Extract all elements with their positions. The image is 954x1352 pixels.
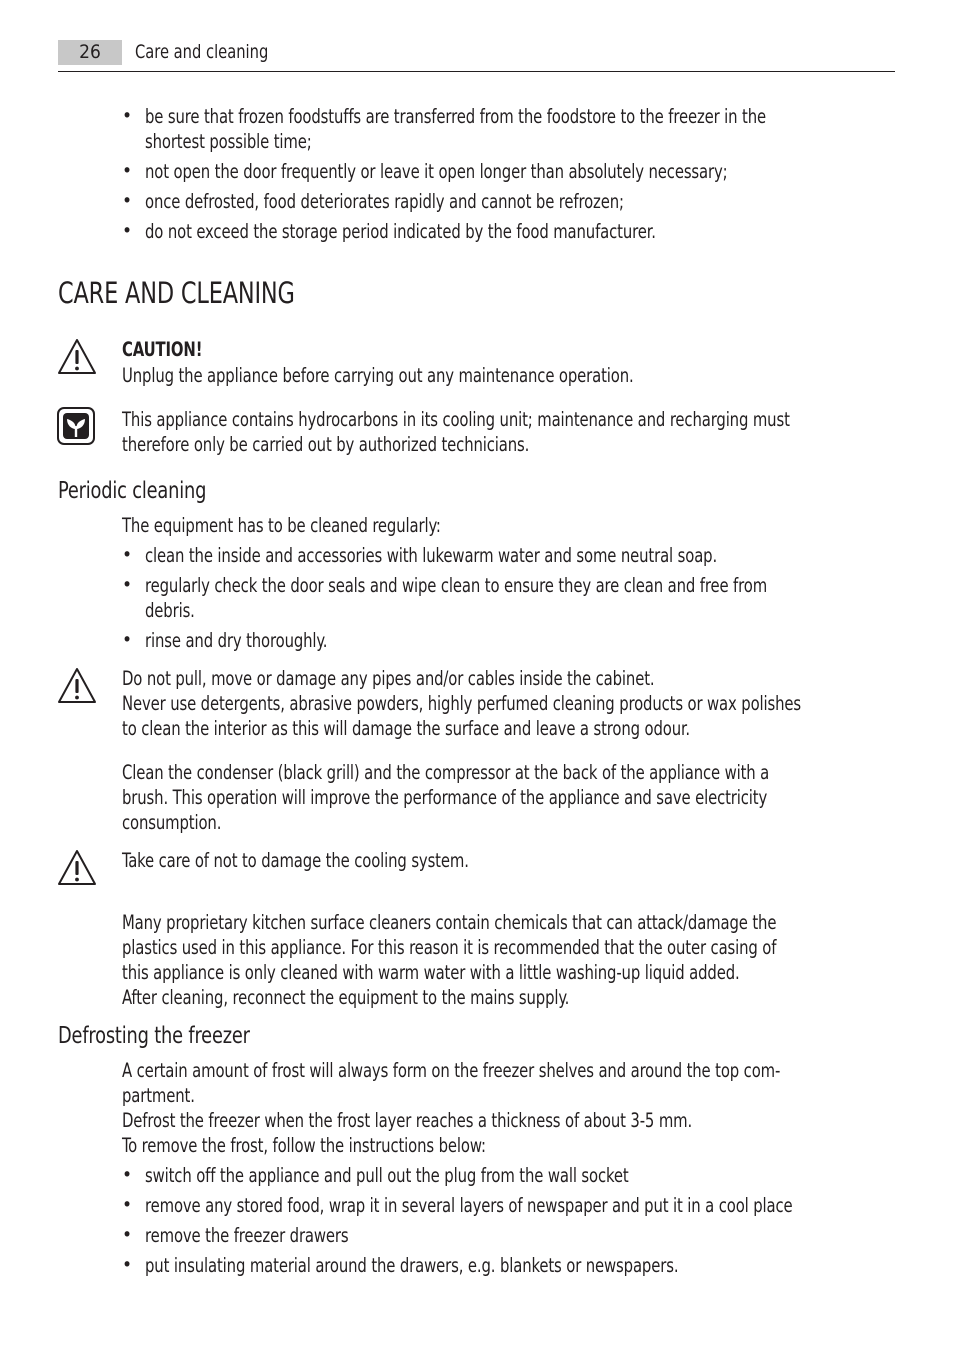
subsection-title: Defrosting the freezer <box>58 1023 250 1049</box>
paragraph-text: Clean the condenser (black grill) and the compressor at the back of the appliance with a <box>122 761 770 784</box>
running-title: Care and cleaning <box>135 41 269 63</box>
bullet-marker: • <box>122 574 133 596</box>
list-item: regularly check the door seals and wipe clean to ensure they are clean and free from <box>145 574 768 597</box>
list-item: do not exceed the storage period indicated by the food manufacturer. <box>145 220 656 243</box>
bullet-marker: • <box>122 220 133 242</box>
list-item: rinse and dry thoroughly. <box>145 629 328 652</box>
caution-text: Unplug the appliance before carrying out any maintenance operation. <box>122 364 634 387</box>
environment-flower-icon <box>57 407 95 445</box>
list-item: once defrosted, food deteriorates rapidly and cannot be refrozen; <box>145 190 624 213</box>
list-item: be sure that frozen foodstuffs are transferred from the foodstore to the freezer in the <box>145 105 767 128</box>
warning-text: Do not pull, move or damage any pipes and/or cables inside the cabinet. <box>122 667 655 690</box>
list-item: remove any stored food, wrap it in several layers of newspaper and put it in a cool place <box>145 1194 793 1217</box>
list-item: shortest possible time; <box>145 130 312 153</box>
paragraph-text: Defrost the freezer when the frost layer reaches a thickness of about 3-5 mm. <box>122 1109 693 1132</box>
paragraph-text: After cleaning, reconnect the equipment to the mains supply. <box>122 986 570 1009</box>
list-item: switch off the appliance and pull out the plug from the wall socket <box>145 1164 629 1187</box>
paragraph-text: brush. This operation will improve the performance of the appliance and save electricity <box>122 786 768 809</box>
section-title: CARE AND CLEANING <box>58 276 295 310</box>
paragraph-text: this appliance is only cleaned with warm water with a little washing-up liquid added. <box>122 961 740 984</box>
list-item: put insulating material around the drawers, e.g. blankets or newspapers. <box>145 1254 679 1277</box>
warning-text: to clean the interior as this will damage the surface and leave a strong odour. <box>122 717 691 740</box>
subsection-title: Periodic cleaning <box>58 478 207 504</box>
page-number: 26 <box>58 40 122 65</box>
paragraph-text: The equipment has to be cleaned regularly: <box>122 514 441 537</box>
list-item: clean the inside and accessories with lukewarm water and some neutral soap. <box>145 544 718 567</box>
bullet-marker: • <box>122 105 133 127</box>
environment-text: therefore only be carried out by authorized technicians. <box>122 433 530 456</box>
paragraph-text: A certain amount of frost will always form on the freezer shelves and around the top com- <box>122 1059 781 1082</box>
paragraph-text: partment. <box>122 1084 195 1107</box>
bullet-marker: • <box>122 1254 133 1276</box>
bullet-marker: • <box>122 629 133 651</box>
warning-text: Take care of not to damage the cooling system. <box>122 849 469 872</box>
list-item: debris. <box>145 599 195 622</box>
paragraph-text: plastics used in this appliance. For this reason it is recommended that the outer casing of <box>122 936 777 959</box>
paragraph-text: To remove the frost, follow the instructions below: <box>122 1134 486 1157</box>
paragraph-text: consumption. <box>122 811 222 834</box>
page-header <box>58 40 895 72</box>
bullet-marker: • <box>122 1164 133 1186</box>
warning-triangle-icon <box>57 338 97 376</box>
bullet-marker: • <box>122 544 133 566</box>
environment-text: This appliance contains hydrocarbons in its cooling unit; maintenance and recharging must <box>122 408 790 431</box>
bullet-marker: • <box>122 190 133 212</box>
warning-triangle-icon <box>57 667 97 705</box>
list-item: remove the freezer drawers <box>145 1224 349 1247</box>
caution-heading: CAUTION! <box>122 338 203 361</box>
bullet-marker: • <box>122 160 133 182</box>
warning-triangle-icon <box>57 849 97 887</box>
warning-text: Never use detergents, abrasive powders, highly perfumed cleaning products or wax polishes <box>122 692 802 715</box>
paragraph-text: Many proprietary kitchen surface cleaners contain chemicals that can attack/damage the <box>122 911 777 934</box>
bullet-marker: • <box>122 1194 133 1216</box>
list-item: not open the door frequently or leave it open longer than absolutely necessary; <box>145 160 728 183</box>
bullet-marker: • <box>122 1224 133 1246</box>
